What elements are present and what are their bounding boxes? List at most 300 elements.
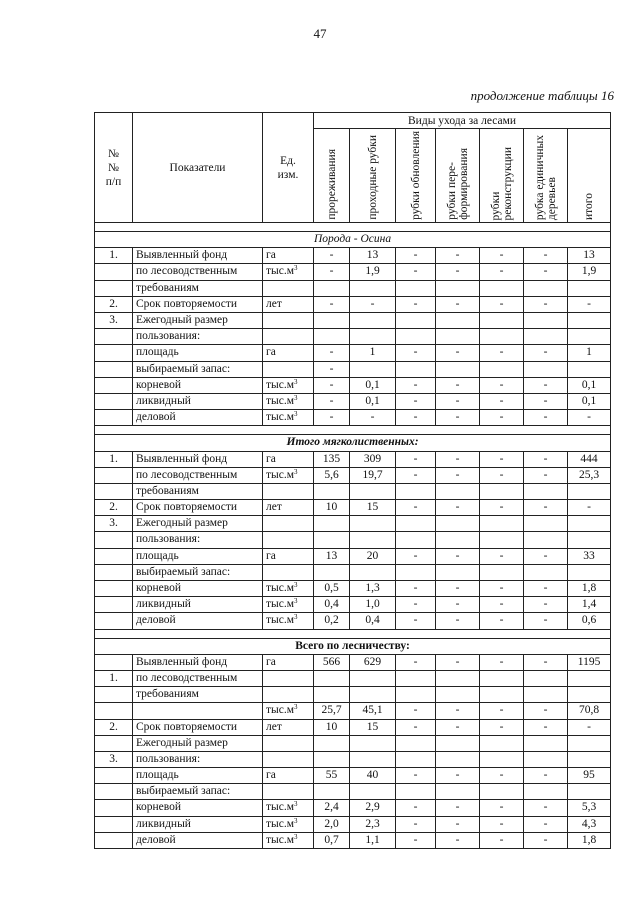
row-number: 2. (95, 719, 133, 735)
value-cell: 40 (350, 768, 396, 784)
row-number (95, 329, 133, 345)
row-indicator: Выявленный фонд (133, 451, 263, 467)
table-caption: продолжение таблицы 16 (470, 88, 614, 103)
value-cell: 13 (314, 548, 350, 564)
row-unit (263, 670, 314, 686)
value-cell: 566 (314, 654, 350, 670)
row-indicator: выбираемый запас: (133, 361, 263, 377)
value-cell (524, 784, 568, 800)
unit-text: лет (266, 297, 282, 310)
value-cell: - (314, 296, 350, 312)
value-cell (396, 280, 436, 296)
table-row (95, 832, 611, 848)
header-group: Виды ухода за лесами (314, 113, 611, 129)
value-cell: - (524, 377, 568, 393)
row-number (95, 613, 133, 629)
value-cell: - (396, 581, 436, 597)
row-unit (263, 751, 314, 767)
value-cell: - (314, 410, 350, 426)
value-cell: - (396, 613, 436, 629)
row-indicator: Срок повторяемости (133, 296, 263, 312)
value-cell: 0,4 (314, 597, 350, 613)
value-cell: - (436, 703, 480, 719)
table-row (95, 735, 611, 751)
value-cell: - (314, 248, 350, 264)
table-row (95, 613, 611, 629)
header-indicator: Показатели (133, 113, 263, 223)
header-col-passage-cutting: проходные рубки (350, 129, 396, 223)
value-cell: - (396, 816, 436, 832)
value-cell (524, 532, 568, 548)
value-cell: 10 (314, 719, 350, 735)
value-cell (480, 670, 524, 686)
value-cell (314, 670, 350, 686)
value-cell: 5,3 (568, 800, 611, 816)
value-cell: - (524, 345, 568, 361)
value-cell (350, 280, 396, 296)
row-unit (263, 613, 314, 629)
row-indicator: по лесоводственным (133, 467, 263, 483)
table-row (95, 345, 611, 361)
row-unit (263, 832, 314, 848)
table-row (95, 280, 611, 296)
value-cell (396, 751, 436, 767)
value-cell (436, 784, 480, 800)
value-cell: - (524, 768, 568, 784)
row-number (95, 597, 133, 613)
row-unit (263, 313, 314, 329)
value-cell: - (396, 296, 436, 312)
table-row (95, 329, 611, 345)
row-number (95, 687, 133, 703)
value-cell (396, 784, 436, 800)
row-unit (263, 719, 314, 735)
header-col-single-tree-cutting: рубка единичных деревьев (524, 129, 568, 223)
unit-text: тыс.м (266, 394, 295, 407)
value-cell (480, 784, 524, 800)
value-cell (350, 784, 396, 800)
value-cell: - (480, 800, 524, 816)
value-cell: - (524, 500, 568, 516)
unit-text: тыс.м (266, 833, 295, 846)
value-cell: - (480, 451, 524, 467)
value-cell: 1,3 (350, 581, 396, 597)
unit-text: тыс.м (266, 614, 295, 627)
table-row (95, 393, 611, 409)
value-cell: - (436, 719, 480, 735)
value-cell (480, 280, 524, 296)
value-cell (436, 516, 480, 532)
table-row (95, 800, 611, 816)
table-row (95, 564, 611, 580)
value-cell: 1 (568, 345, 611, 361)
value-cell: 20 (350, 548, 396, 564)
row-indicator: деловой (133, 832, 263, 848)
row-indicator: Ежегодный размер (133, 313, 263, 329)
unit-text: тыс.м (266, 817, 295, 830)
value-cell (436, 687, 480, 703)
table-row (95, 597, 611, 613)
value-cell: 0,1 (568, 393, 611, 409)
value-cell: 444 (568, 451, 611, 467)
value-cell (396, 532, 436, 548)
value-cell: 25,3 (568, 467, 611, 483)
row-indicator: корневой (133, 581, 263, 597)
value-cell (480, 687, 524, 703)
row-indicator: ликвидный (133, 816, 263, 832)
value-cell: - (396, 597, 436, 613)
row-number (95, 581, 133, 597)
table-row (95, 703, 611, 719)
row-number (95, 377, 133, 393)
value-cell: - (524, 451, 568, 467)
value-cell: - (524, 467, 568, 483)
value-cell: - (436, 581, 480, 597)
value-cell (436, 751, 480, 767)
row-number: 1. (95, 670, 133, 686)
value-cell: - (396, 800, 436, 816)
value-cell (568, 329, 611, 345)
value-cell (568, 670, 611, 686)
row-indicator: пользования: (133, 329, 263, 345)
row-unit (263, 735, 314, 751)
value-cell: - (436, 345, 480, 361)
value-cell (568, 280, 611, 296)
header-col-thinning: прореживания (314, 129, 350, 223)
value-cell: - (396, 500, 436, 516)
value-cell: - (436, 451, 480, 467)
value-cell: - (436, 613, 480, 629)
value-cell (480, 564, 524, 580)
value-cell: - (436, 800, 480, 816)
row-indicator: выбираемый запас: (133, 784, 263, 800)
value-cell: 1,0 (350, 597, 396, 613)
value-cell: - (568, 296, 611, 312)
value-cell: 33 (568, 548, 611, 564)
value-cell (396, 361, 436, 377)
value-cell: - (396, 393, 436, 409)
value-cell (524, 564, 568, 580)
row-unit (263, 483, 314, 499)
value-cell: - (396, 264, 436, 280)
value-cell: - (396, 377, 436, 393)
value-cell: - (436, 816, 480, 832)
value-cell: - (524, 703, 568, 719)
unit-superscript: 3 (294, 393, 298, 402)
value-cell (436, 483, 480, 499)
unit-text: тыс.м (266, 378, 295, 391)
value-cell: 25,7 (314, 703, 350, 719)
table-row (95, 687, 611, 703)
table-row (95, 451, 611, 467)
unit-text: тыс.м (266, 598, 295, 611)
value-cell: - (436, 248, 480, 264)
value-cell: - (396, 548, 436, 564)
row-indicator: площадь (133, 345, 263, 361)
value-cell: - (480, 248, 524, 264)
value-cell: 0,1 (350, 377, 396, 393)
value-cell (568, 532, 611, 548)
value-cell (314, 687, 350, 703)
row-unit (263, 329, 314, 345)
value-cell: - (524, 393, 568, 409)
row-number (95, 768, 133, 784)
table-row (95, 264, 611, 280)
value-cell (314, 735, 350, 751)
value-cell (350, 483, 396, 499)
value-cell (480, 516, 524, 532)
value-cell (568, 751, 611, 767)
value-cell (350, 751, 396, 767)
value-cell: - (436, 296, 480, 312)
row-number (95, 467, 133, 483)
section-gap-row (95, 629, 611, 638)
value-cell: - (480, 467, 524, 483)
value-cell (436, 361, 480, 377)
value-cell: - (436, 597, 480, 613)
row-unit (263, 248, 314, 264)
row-number: 1. (95, 248, 133, 264)
table-row (95, 410, 611, 426)
row-number (95, 816, 133, 832)
row-indicator: ликвидный (133, 393, 263, 409)
value-cell: 309 (350, 451, 396, 467)
row-number: 2. (95, 296, 133, 312)
unit-superscript: 3 (294, 703, 298, 712)
value-cell (524, 483, 568, 499)
value-cell: - (314, 345, 350, 361)
row-indicator: площадь (133, 768, 263, 784)
value-cell (436, 564, 480, 580)
row-indicator: Ежегодный размер (133, 516, 263, 532)
row-number: 3. (95, 313, 133, 329)
row-number (95, 483, 133, 499)
value-cell: - (524, 597, 568, 613)
value-cell: 1,9 (350, 264, 396, 280)
row-indicator: пользования: (133, 532, 263, 548)
section-title-row (95, 232, 611, 248)
row-unit (263, 784, 314, 800)
row-unit (263, 687, 314, 703)
value-cell: - (480, 393, 524, 409)
section-title-row (95, 435, 611, 451)
value-cell (396, 735, 436, 751)
value-cell: 15 (350, 500, 396, 516)
value-cell: - (436, 768, 480, 784)
value-cell: - (396, 451, 436, 467)
value-cell: - (436, 548, 480, 564)
value-cell: - (480, 768, 524, 784)
table-row (95, 784, 611, 800)
row-indicator: корневой (133, 377, 263, 393)
value-cell (480, 751, 524, 767)
value-cell (314, 313, 350, 329)
value-cell: 2,3 (350, 816, 396, 832)
row-number (95, 361, 133, 377)
value-cell: - (524, 613, 568, 629)
row-number (95, 410, 133, 426)
value-cell (524, 516, 568, 532)
value-cell: - (314, 377, 350, 393)
header-col-total: итого (568, 129, 611, 223)
value-cell: - (314, 264, 350, 280)
value-cell (524, 751, 568, 767)
row-unit (263, 516, 314, 532)
unit-text: тыс.м (266, 801, 295, 814)
section-title: Порода - Осина (95, 232, 611, 248)
header-num: № № п/п (95, 113, 133, 223)
header-col-renewal-cutting: рубки обновления (396, 129, 436, 223)
value-cell: 55 (314, 768, 350, 784)
row-number: 2. (95, 500, 133, 516)
unit-superscript: 3 (294, 597, 298, 606)
row-indicator: площадь (133, 548, 263, 564)
value-cell: - (396, 345, 436, 361)
value-cell (396, 483, 436, 499)
value-cell: - (436, 410, 480, 426)
value-cell: - (350, 296, 396, 312)
table-row (95, 548, 611, 564)
row-number (95, 564, 133, 580)
unit-text: лет (266, 720, 282, 733)
table-row (95, 581, 611, 597)
unit-superscript: 3 (294, 377, 298, 386)
value-cell: 0,1 (350, 393, 396, 409)
value-cell: 19,7 (350, 467, 396, 483)
row-unit (263, 393, 314, 409)
row-indicator: по лесоводственным (133, 264, 263, 280)
section-gap (95, 629, 611, 638)
value-cell: - (568, 719, 611, 735)
value-cell (524, 687, 568, 703)
value-cell (480, 483, 524, 499)
value-cell (524, 313, 568, 329)
value-cell: - (436, 500, 480, 516)
value-cell: 0,1 (568, 377, 611, 393)
value-cell: - (568, 500, 611, 516)
table-16 (94, 112, 611, 849)
header-col-reformation-cutting: рубки пере- формирования (436, 129, 480, 223)
row-indicator: ликвидный (133, 597, 263, 613)
table-row (95, 313, 611, 329)
value-cell (350, 313, 396, 329)
value-cell: 13 (568, 248, 611, 264)
table-row (95, 816, 611, 832)
value-cell: 45,1 (350, 703, 396, 719)
row-indicator: требованиям (133, 687, 263, 703)
value-cell (350, 516, 396, 532)
value-cell: - (480, 832, 524, 848)
unit-superscript: 3 (294, 467, 298, 476)
value-cell (396, 329, 436, 345)
unit-superscript: 3 (294, 800, 298, 809)
value-cell (350, 735, 396, 751)
value-cell: 0,7 (314, 832, 350, 848)
value-cell: 629 (350, 654, 396, 670)
value-cell (568, 784, 611, 800)
value-cell: 135 (314, 451, 350, 467)
unit-text: тыс.м (266, 265, 295, 278)
row-number (95, 735, 133, 751)
value-cell: - (436, 264, 480, 280)
unit-text: тыс.м (266, 582, 295, 595)
value-cell (568, 564, 611, 580)
value-cell: - (524, 832, 568, 848)
value-cell (568, 735, 611, 751)
table-header (95, 113, 611, 223)
value-cell: - (524, 816, 568, 832)
table-row (95, 670, 611, 686)
value-cell (350, 329, 396, 345)
value-cell: - (524, 248, 568, 264)
row-number (95, 264, 133, 280)
value-cell: - (314, 361, 350, 377)
section-title: Всего по лесничеству: (95, 638, 611, 654)
value-cell: - (396, 467, 436, 483)
section-title: Итого мягколиственных: (95, 435, 611, 451)
row-number (95, 800, 133, 816)
value-cell: 2,0 (314, 816, 350, 832)
row-unit (263, 816, 314, 832)
value-cell: - (350, 410, 396, 426)
value-cell (524, 670, 568, 686)
row-unit (263, 264, 314, 280)
value-cell: - (480, 597, 524, 613)
section-gap-row (95, 223, 611, 232)
row-number (95, 393, 133, 409)
value-cell (436, 735, 480, 751)
value-cell (314, 329, 350, 345)
value-cell (436, 313, 480, 329)
table-row (95, 516, 611, 532)
unit-text: га (266, 769, 276, 782)
table-row (95, 751, 611, 767)
value-cell: - (396, 248, 436, 264)
row-unit (263, 410, 314, 426)
row-unit (263, 280, 314, 296)
value-cell: 1,8 (568, 832, 611, 848)
value-cell: - (436, 654, 480, 670)
value-cell: - (568, 410, 611, 426)
value-cell: - (396, 719, 436, 735)
value-cell: - (480, 719, 524, 735)
value-cell (396, 516, 436, 532)
value-cell: - (436, 832, 480, 848)
row-number (95, 832, 133, 848)
value-cell: 0,6 (568, 613, 611, 629)
value-cell: - (480, 345, 524, 361)
section-gap-row (95, 426, 611, 435)
value-cell: - (480, 548, 524, 564)
row-unit (263, 377, 314, 393)
value-cell: 1,1 (350, 832, 396, 848)
value-cell (480, 735, 524, 751)
row-number (95, 548, 133, 564)
table-row (95, 500, 611, 516)
unit-text: га (266, 249, 276, 262)
row-number (95, 654, 133, 670)
value-cell (396, 670, 436, 686)
value-cell: 0,4 (350, 613, 396, 629)
row-number (95, 532, 133, 548)
row-number: 3. (95, 516, 133, 532)
value-cell: - (480, 410, 524, 426)
row-number: 1. (95, 451, 133, 467)
row-indicator: требованиям (133, 280, 263, 296)
value-cell (350, 361, 396, 377)
unit-superscript: 3 (294, 613, 298, 622)
row-indicator: Срок повторяемости (133, 719, 263, 735)
